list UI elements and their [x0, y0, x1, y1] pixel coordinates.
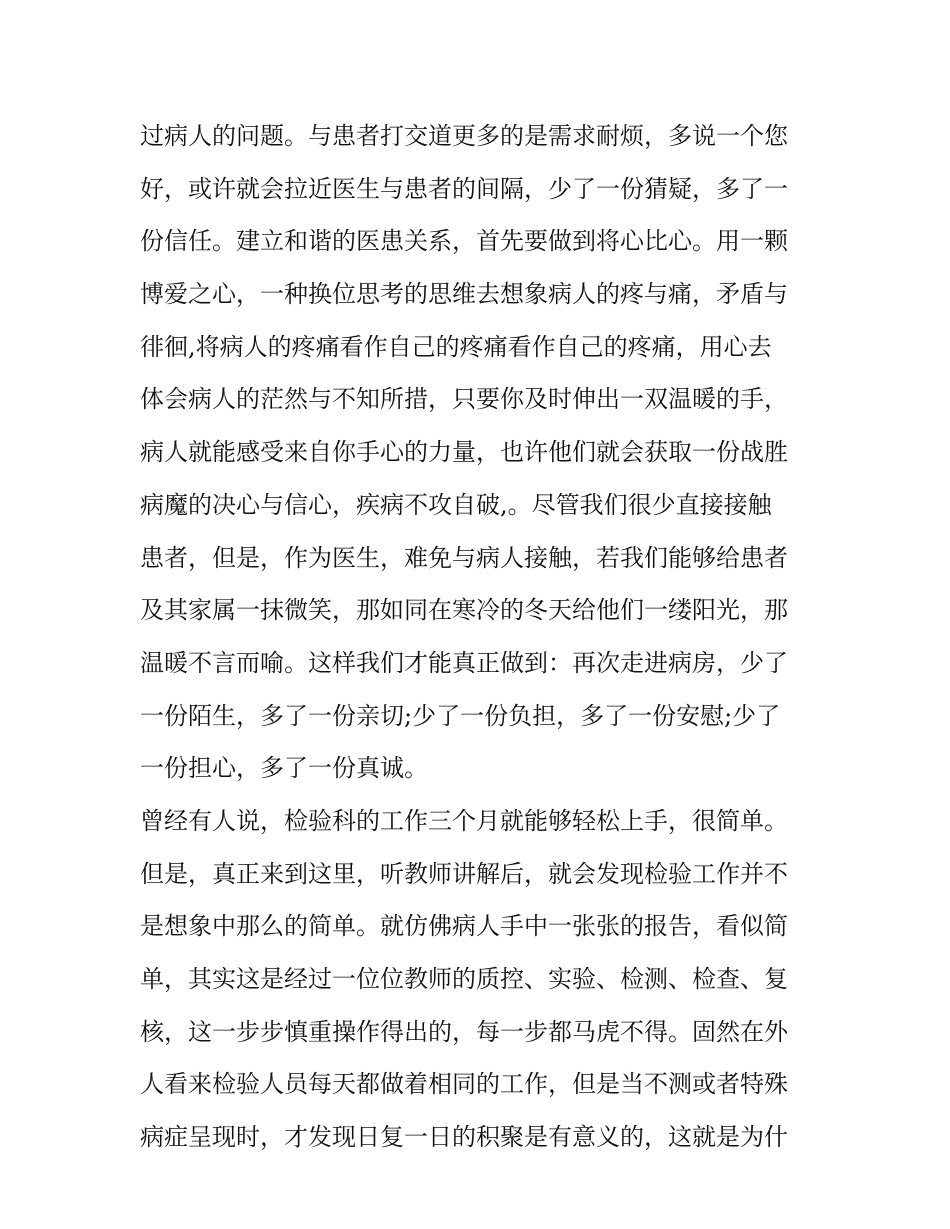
text-line: 单，其实这是经过一位位教师的质控、实验、检测、检查、复	[140, 965, 788, 993]
text-line: 温暖不言而喻。这样我们才能真正做到：再次走进病房，少了	[140, 648, 788, 677]
text-line: 人看来检验人员每天都做着相同的工作，但是当不测或者特殊	[140, 1070, 788, 1099]
text-line: 病症呈现时，才发现日复一日的积聚是有意义的，这就是为什	[140, 1123, 788, 1152]
text-line: 一份担心，多了一份真诚。	[140, 754, 428, 783]
text-line: 是想象中那么的简单。就仿佛病人手中一张张的报告，看似简	[140, 912, 788, 941]
text-line: 份信任。建立和谐的医患关系，首先要做到将心比心。用一颗	[140, 227, 788, 256]
text-line: 病魔的决心与信心，疾病不攻自破,。尽管我们很少直接接触	[140, 490, 772, 519]
text-line: 过病人的问题。与患者打交道更多的是需求耐烦，多说一个您	[140, 122, 788, 150]
text-line: 好，或许就会拉近医生与患者的间隔，少了一份猜疑，多了一	[140, 174, 788, 203]
text-line: 一份陌生，多了一份亲切;少了一份负担，多了一份安慰;少了	[140, 701, 781, 730]
text-line: 患者，但是，作为医生，难免与病人接触，若我们能够给患者	[140, 543, 788, 572]
text-line: 曾经有人说，检验科的工作三个月就能够轻松上手，很简单。	[140, 806, 788, 835]
text-line: 及其家属一抹微笑，那如同在寒冷的冬天给他们一缕阳光，那	[140, 596, 788, 625]
text-line: 但是，真正来到这里，听教师讲解后，就会发现检验工作并不	[140, 859, 788, 888]
text-line: 核，这一步步慎重操作得出的，每一步都马虎不得。固然在外	[140, 1017, 788, 1046]
body-text	[140, 110, 830, 1164]
text-line: 病人就能感受来自你手心的力量，也许他们就会获取一份战胜	[140, 438, 788, 467]
text-line: 博爱之心，一种换位思考的思维去想象病人的疼与痛，矛盾与	[140, 280, 788, 309]
text-line: 徘徊,将病人的疼痛看作自己的疼痛看作自己的疼痛，用心去	[140, 332, 772, 361]
text-line: 体会病人的茫然与不知所措，只要你及时伸出一双温暖的手，	[140, 385, 788, 414]
